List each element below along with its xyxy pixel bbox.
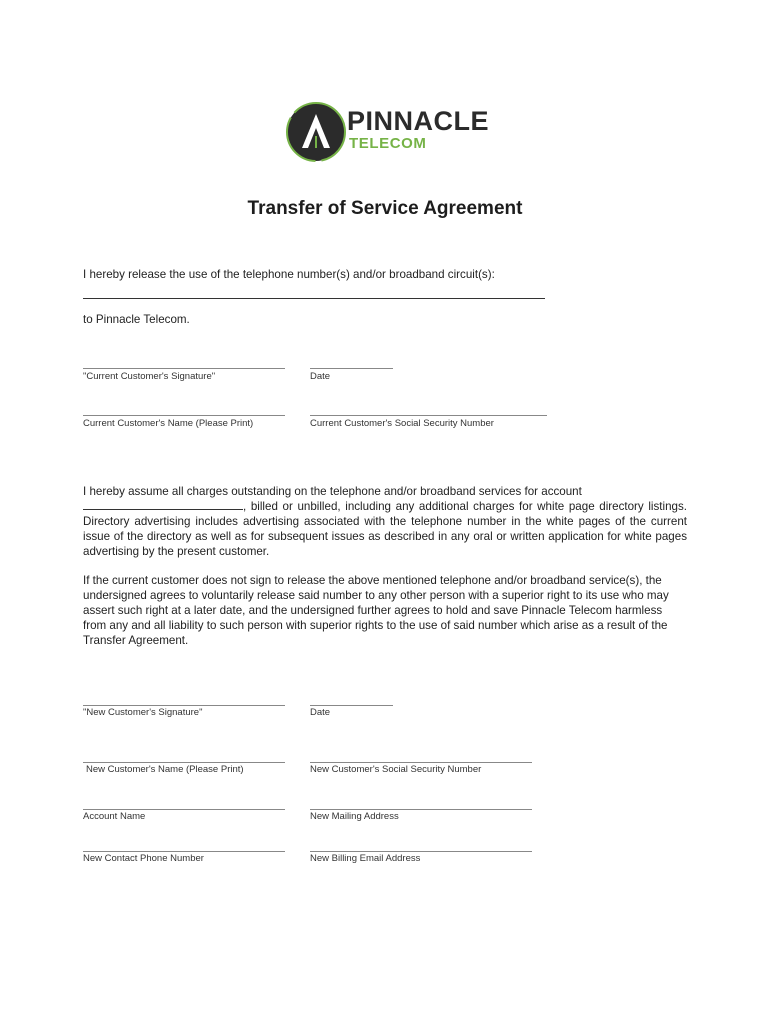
new-signature-label: "New Customer's Signature": [83, 707, 203, 718]
current-ssn-field[interactable]: [310, 415, 547, 416]
new-date-field[interactable]: [310, 705, 393, 706]
account-name-field[interactable]: [83, 809, 285, 810]
new-ssn-label: New Customer's Social Security Number: [310, 764, 482, 775]
assume-charges-paragraph: [83, 484, 687, 559]
account-name-label: Account Name: [83, 811, 146, 822]
current-ssn-label: Current Customer's Social Security Number: [310, 418, 494, 429]
assume-charges-text-1: I hereby assume all charges outstanding on the telephone and/or broadband services for account: [83, 485, 582, 498]
company-logo: [284, 100, 490, 164]
new-phone-label: New Contact Phone Number: [83, 853, 204, 864]
new-signature-field[interactable]: [83, 705, 285, 706]
circuit-number-field[interactable]: [83, 298, 545, 299]
new-billing-email-field[interactable]: [310, 851, 532, 852]
new-mailing-address-field[interactable]: [310, 809, 532, 810]
new-name-label: New Customer's Name (Please Print): [86, 764, 244, 775]
logo-wordmark-pinnacle: PINNACLE: [347, 106, 490, 136]
pinnacle-logo-icon: [284, 100, 348, 164]
current-signature-field[interactable]: [83, 368, 285, 369]
new-billing-email-label: New Billing Email Address: [310, 853, 421, 864]
current-date-field[interactable]: [310, 368, 393, 369]
current-name-label: Current Customer's Name (Please Print): [83, 418, 254, 429]
logo-wordmark-telecom: TELECOM: [349, 135, 427, 152]
new-date-label: Date: [310, 707, 331, 718]
new-ssn-field[interactable]: [310, 762, 532, 763]
release-intro: I hereby release the use of the telephone number(s) and/or broadband circuit(s):: [83, 268, 495, 281]
current-name-field[interactable]: [83, 415, 285, 416]
new-mailing-address-label: New Mailing Address: [310, 811, 399, 822]
current-signature-label: "Current Customer's Signature": [83, 371, 216, 382]
new-name-field[interactable]: [83, 762, 285, 763]
new-phone-field[interactable]: [83, 851, 285, 852]
document-title: Transfer of Service Agreement: [247, 198, 523, 219]
assume-charges-text-2: , billed or unbilled, including any additional charges for white page directory listings. Directory advertising includes advertising associated with the telephone number in the white pages of the current issue of the directory as well as for subsequent issues as described in any oral or written application for white pages advertising by the present customer.: [83, 500, 687, 558]
account-number-field[interactable]: [83, 499, 243, 510]
release-to: to Pinnacle Telecom.: [83, 313, 190, 326]
current-date-label: Date: [310, 371, 331, 382]
hold-harmless-paragraph: If the current customer does not sign to release the above mentioned telephone and/or broadband service(s), the undersigned agrees to voluntarily release said number to any other person with a superior right to its use who may assert such right at a later date, and the undersigned further agrees to hold and save Pinnacle Telecom harmless from any and all liability to such person with superior rights to the use of said number which arise as a result of the Transfer Agreement.: [83, 574, 669, 647]
